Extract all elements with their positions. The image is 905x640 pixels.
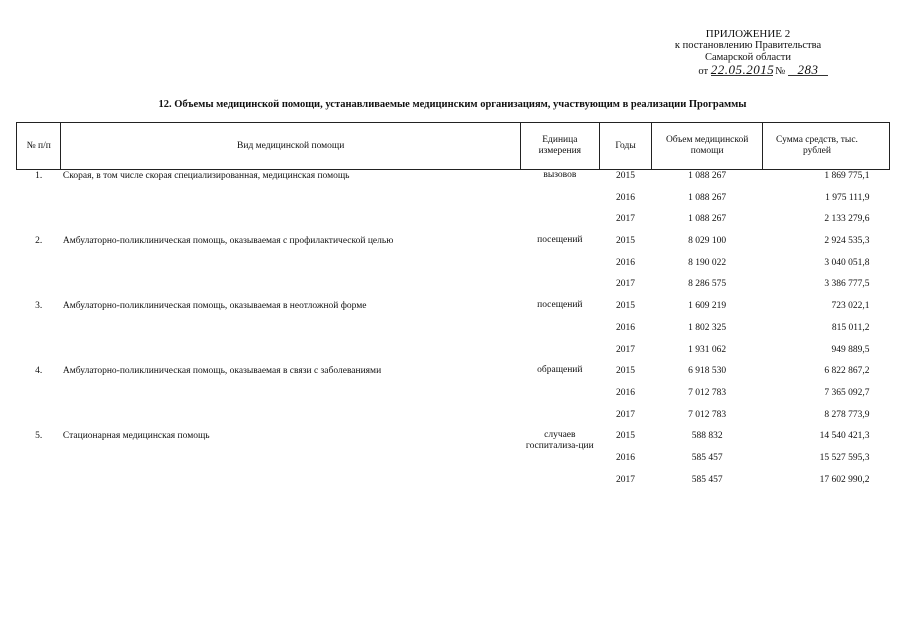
year: 2017 (616, 409, 636, 420)
sum: 1 869 775,1 (824, 171, 870, 181)
appendix-line-1: к постановлению Правительства (674, 40, 822, 51)
year: 2017 (616, 214, 636, 225)
table-row (17, 170, 890, 192)
volume: 7 012 783 (688, 409, 727, 420)
year: 2017 (616, 279, 636, 290)
year: 2016 (616, 322, 636, 333)
volume: 1 088 267 (688, 192, 727, 203)
handwritten-date: 22.05.2015 (710, 62, 775, 77)
year: 2015 (616, 366, 636, 377)
year: 2016 (616, 192, 636, 203)
care-type: Скорая, в том числе скорая специализированная, медицинская помощь (62, 171, 350, 181)
table-row (17, 300, 890, 322)
header-sum: Сумма средств, тыс. рублей (762, 123, 889, 170)
unit: вызовов (543, 170, 577, 180)
sum: 14 540 421,3 (819, 431, 870, 442)
volume: 585 457 (691, 452, 723, 463)
sum: 2 133 279,6 (824, 214, 870, 225)
care-type: Амбулаторно-поликлиническая помощь, оказываемая с профилактической целью (62, 236, 394, 247)
row-number: 2. (35, 236, 43, 247)
unit: случаев госпитализа-ции (525, 430, 594, 452)
medical-care-volume-table (16, 122, 890, 495)
header-year: Годы (599, 123, 652, 170)
table-header-row (17, 123, 890, 170)
volume: 8 286 575 (688, 279, 727, 290)
volume: 8 029 100 (688, 236, 727, 247)
header-volume: Объем медицинской помощи (652, 123, 763, 170)
volume: 1 088 267 (688, 171, 727, 181)
unit: обращений (537, 365, 583, 376)
care-type: Амбулаторно-поликлиническая помощь, оказываемая в неотложной форме (62, 301, 367, 312)
year: 2017 (616, 474, 636, 485)
table-row (17, 430, 890, 452)
appendix-date-line (608, 64, 828, 78)
number-label: № (775, 66, 786, 77)
volume: 6 918 530 (688, 366, 727, 377)
year: 2017 (616, 344, 636, 355)
row-number: 3. (35, 301, 43, 312)
sum: 3 386 777,5 (824, 279, 870, 290)
volume: 1 931 062 (688, 344, 727, 355)
sum: 8 278 773,9 (824, 409, 870, 420)
header-no: № п/п (17, 123, 61, 170)
document-title: 12. Объемы медицинской помощи, устанавливаемые медицинским организациям, участвующим в реализации Программы (158, 99, 747, 110)
sum: 949 889,5 (831, 344, 870, 355)
appendix-block (608, 28, 828, 78)
volume: 1 802 325 (688, 322, 727, 333)
sum: 723 022,1 (831, 301, 870, 312)
sum: 7 365 092,7 (824, 387, 870, 398)
volume: 585 457 (691, 474, 723, 485)
table-row (17, 365, 890, 387)
row-number: 1. (35, 171, 43, 181)
year: 2015 (616, 171, 636, 181)
year: 2016 (616, 387, 636, 398)
year: 2015 (616, 431, 636, 442)
care-type: Амбулаторно-поликлиническая помощь, оказываемая в связи с заболеваниями (62, 366, 382, 377)
volume: 1 609 219 (688, 301, 727, 312)
volume: 1 088 267 (688, 214, 727, 225)
year: 2015 (616, 301, 636, 312)
row-number: 4. (35, 366, 43, 377)
unit: посещений (537, 235, 583, 246)
table-row (17, 235, 890, 257)
row-number: 5. (35, 431, 43, 442)
appendix-line-2: Самарской области (705, 52, 791, 63)
year: 2015 (616, 236, 636, 247)
year: 2016 (616, 452, 636, 463)
handwritten-number: 283 (788, 64, 828, 76)
header-type: Вид медицинской помощи (61, 123, 521, 170)
sum: 1 975 111,9 (825, 192, 870, 203)
sum: 3 040 051,8 (824, 257, 870, 268)
volume: 8 190 022 (688, 257, 727, 268)
sum: 815 011,2 (831, 322, 870, 333)
sum: 6 822 867,2 (824, 366, 870, 377)
appendix-title: ПРИЛОЖЕНИЕ 2 (705, 28, 791, 40)
unit: посещений (537, 300, 583, 311)
sum: 17 602 990,2 (819, 474, 870, 485)
year: 2016 (616, 257, 636, 268)
sum: 15 527 595,3 (819, 452, 870, 463)
sum: 2 924 535,3 (824, 236, 870, 247)
volume: 588 832 (691, 431, 723, 442)
date-prefix: от (698, 66, 709, 77)
volume: 7 012 783 (688, 387, 727, 398)
care-type: Стационарная медицинская помощь (62, 431, 210, 442)
header-unit: Единица измерения (520, 123, 599, 170)
